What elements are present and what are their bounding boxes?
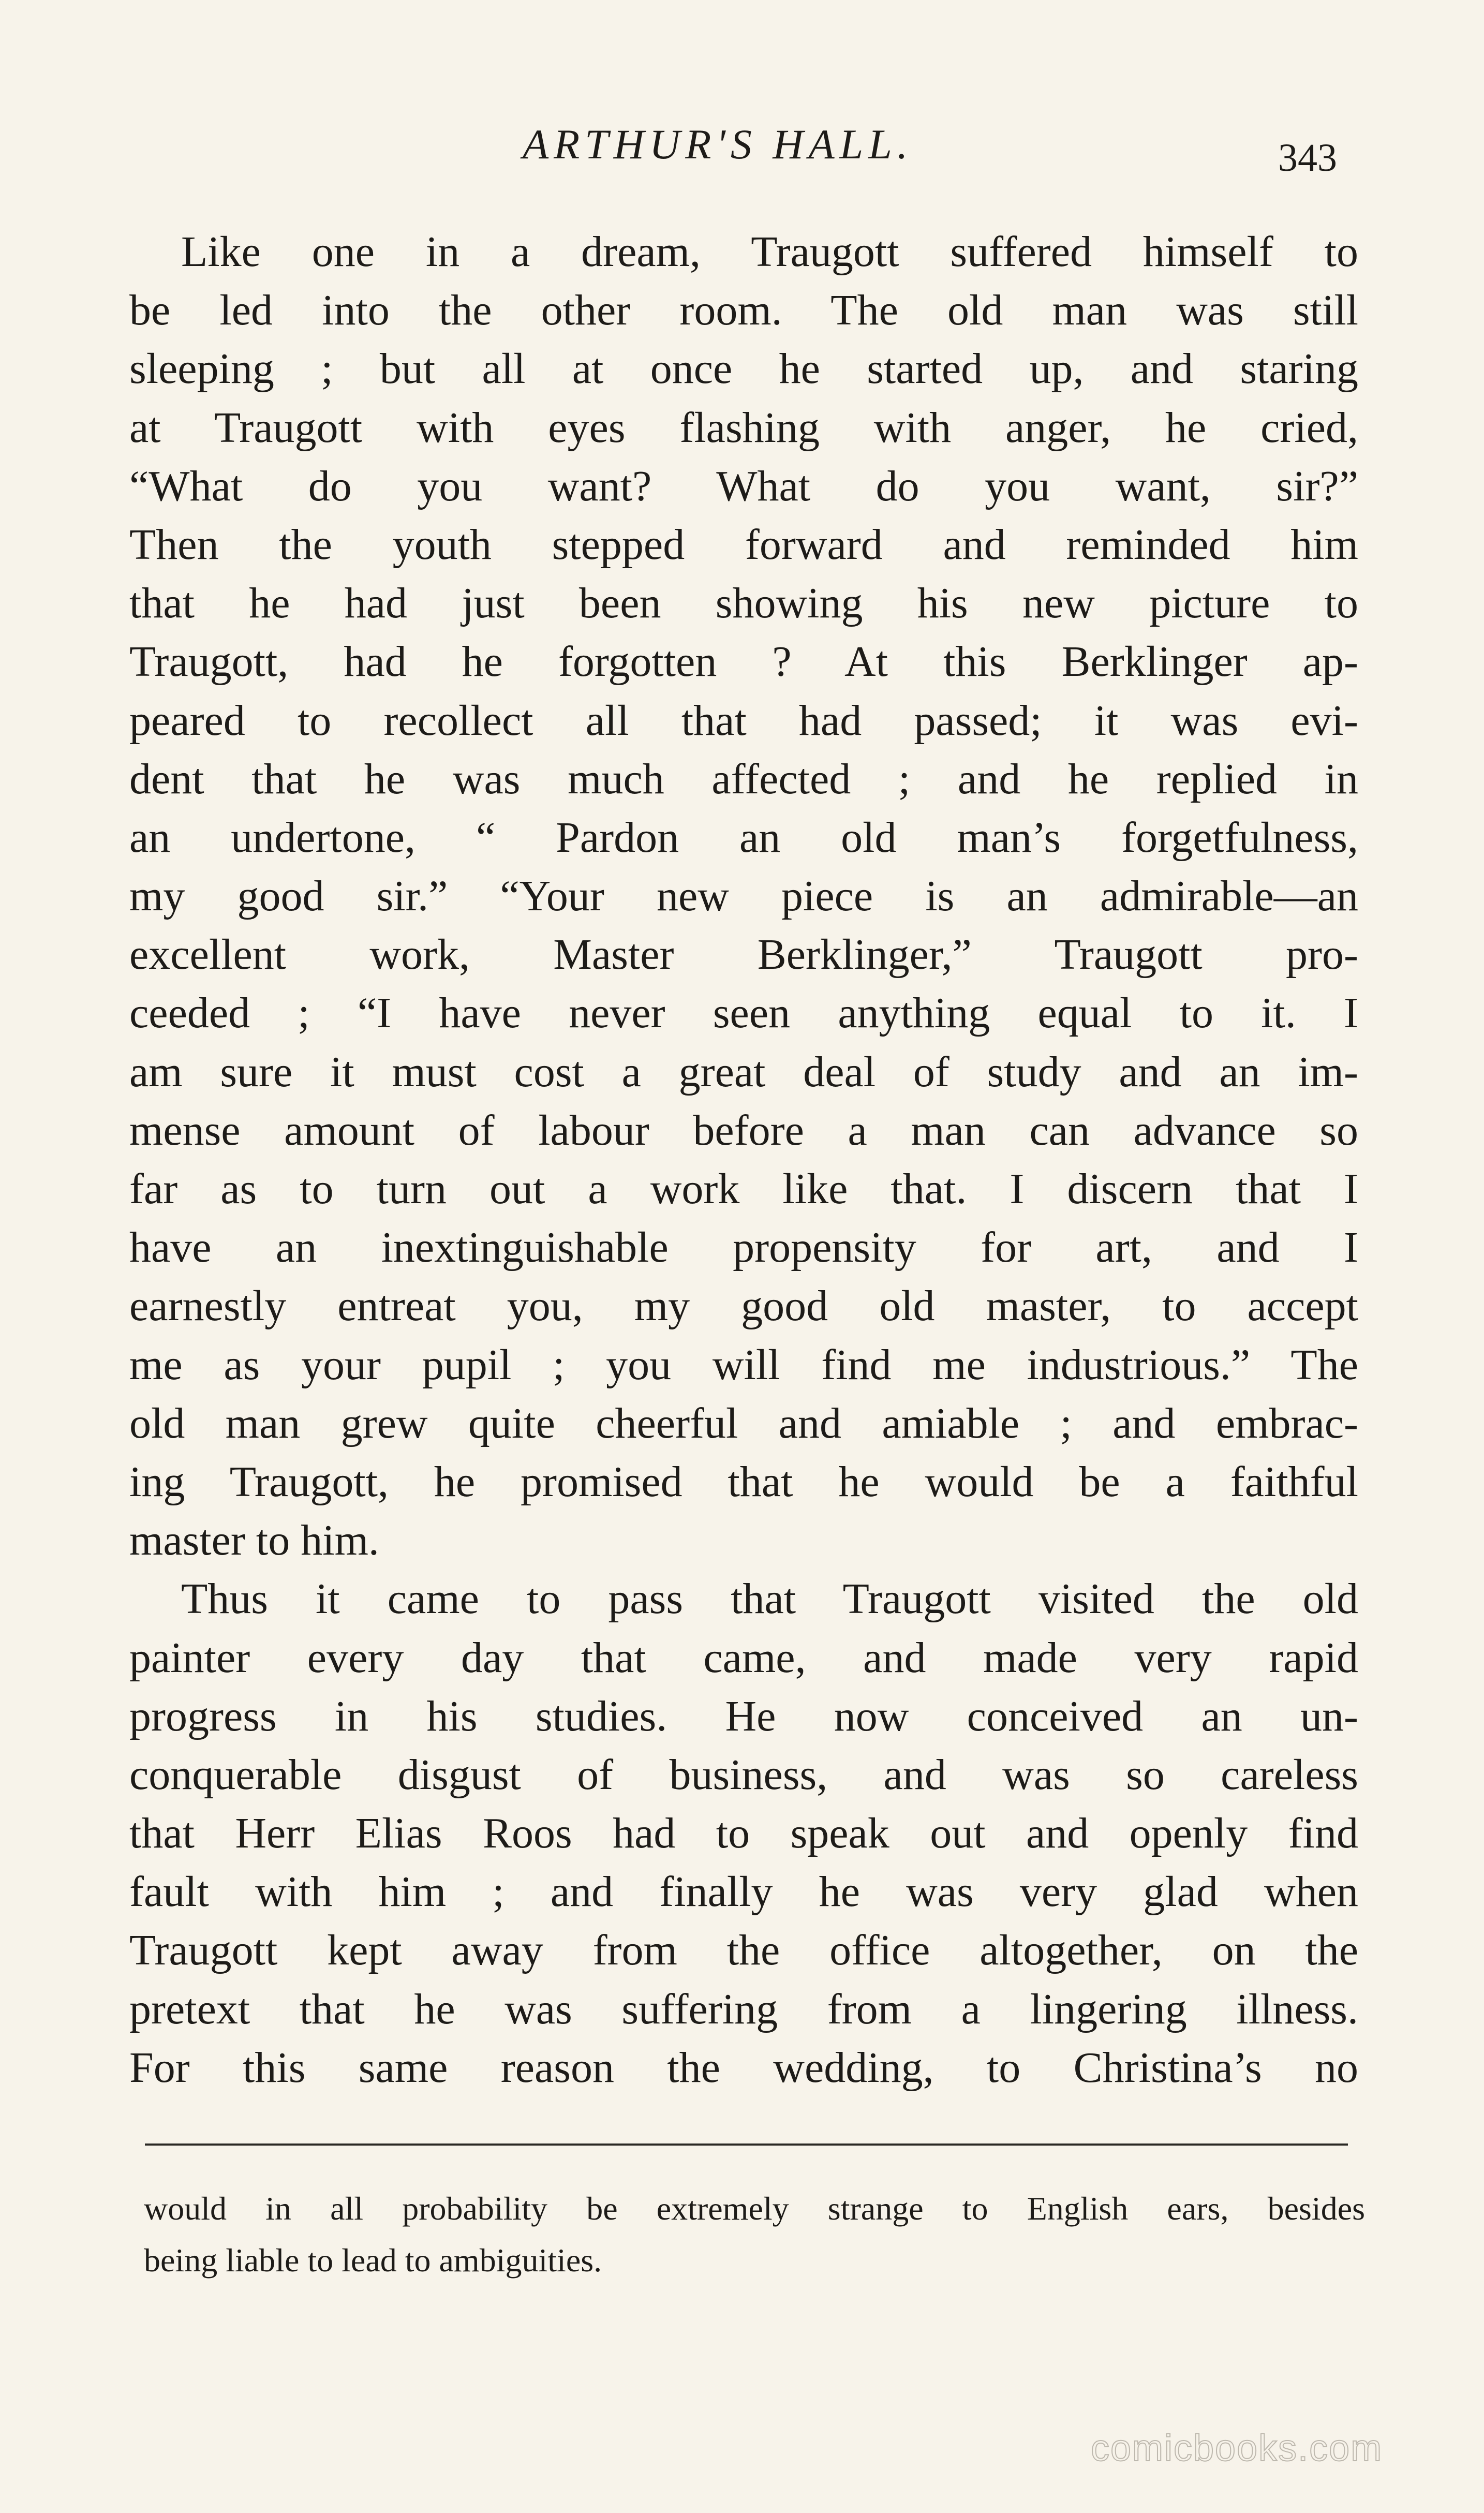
text-line: mense amount of labour before a man can advance so: [129, 1106, 1358, 1155]
text-line: me as your pupil ; you will find me industrious.” The: [129, 1340, 1358, 1389]
text-line: Traugott kept away from the office altogether, on the: [129, 1926, 1358, 1975]
watermark: comicbooks.com: [1091, 2428, 1383, 2469]
text-line: have an inextinguishable propensity for art, and I: [129, 1223, 1358, 1272]
text-line: be led into the other room. The old man was still: [129, 286, 1358, 335]
text-line: ing Traugott, he promised that he would be a faithful: [129, 1457, 1358, 1506]
text-line: master to him.: [129, 1516, 379, 1565]
text-line: For this same reason the wedding, to Christina’s no: [129, 2043, 1358, 2092]
text-line: that he had just been showing his new picture to: [129, 579, 1358, 628]
text-line: am sure it must cost a great deal of study and an im-: [129, 1047, 1358, 1096]
page-number: 343: [1278, 136, 1337, 180]
text-line: “What do you want? What do you want, sir?”: [129, 462, 1358, 510]
running-title: ARTHUR'S HALL.: [523, 121, 913, 168]
text-line: old man grew quite cheerful and amiable ; and embrac-: [129, 1399, 1358, 1447]
footnote-divider: [145, 2144, 1348, 2146]
text-line: Traugott, had he forgotten ? At this Berklinger ap-: [129, 638, 1358, 686]
text-line: Then the youth stepped forward and reminded him: [129, 520, 1358, 569]
text-line: sleeping ; but all at once he started up, and staring: [129, 345, 1358, 393]
text-line: progress in his studies. He now conceived an un-: [129, 1692, 1358, 1740]
footnote: [144, 2183, 1365, 2286]
text-line: peared to recollect all that had passed; it was evi-: [129, 696, 1358, 745]
text-line: painter every day that came, and made very rapid: [129, 1633, 1358, 1682]
footnote-line: being liable to lead to ambiguities.: [144, 2242, 602, 2279]
text-line: earnestly entreat you, my good old master, to accept: [129, 1282, 1358, 1331]
text-line: dent that he was much affected ; and he replied in: [129, 755, 1358, 803]
footnote-line: would in all probability be extremely strange to English ears, besides: [144, 2190, 1365, 2227]
text-line: at Traugott with eyes flashing with anger, he cried,: [129, 403, 1358, 452]
text-line: excellent work, Master Berklinger,” Traugott pro-: [129, 930, 1358, 979]
text-line: conquerable disgust of business, and was so careless: [129, 1750, 1358, 1799]
text-line: ceeded ; “I have never seen anything equal to it. I: [129, 989, 1358, 1038]
text-line: that Herr Elias Roos had to speak out and openly find: [129, 1809, 1358, 1858]
text-line: my good sir.” “Your new piece is an admirable—an: [129, 872, 1358, 921]
text-line: an undertone, “ Pardon an old man’s forgetfulness,: [129, 813, 1358, 862]
text-line: pretext that he was suffering from a lingering illness.: [129, 1985, 1358, 2033]
text-line: far as to turn out a work like that. I discern that I: [129, 1165, 1358, 1213]
text-line: Like one in a dream, Traugott suffered himself to: [181, 228, 1358, 276]
body-text: [129, 223, 1358, 2097]
text-line: Thus it came to pass that Traugott visited the old: [181, 1575, 1358, 1623]
text-line: fault with him ; and finally he was very glad when: [129, 1868, 1358, 1916]
